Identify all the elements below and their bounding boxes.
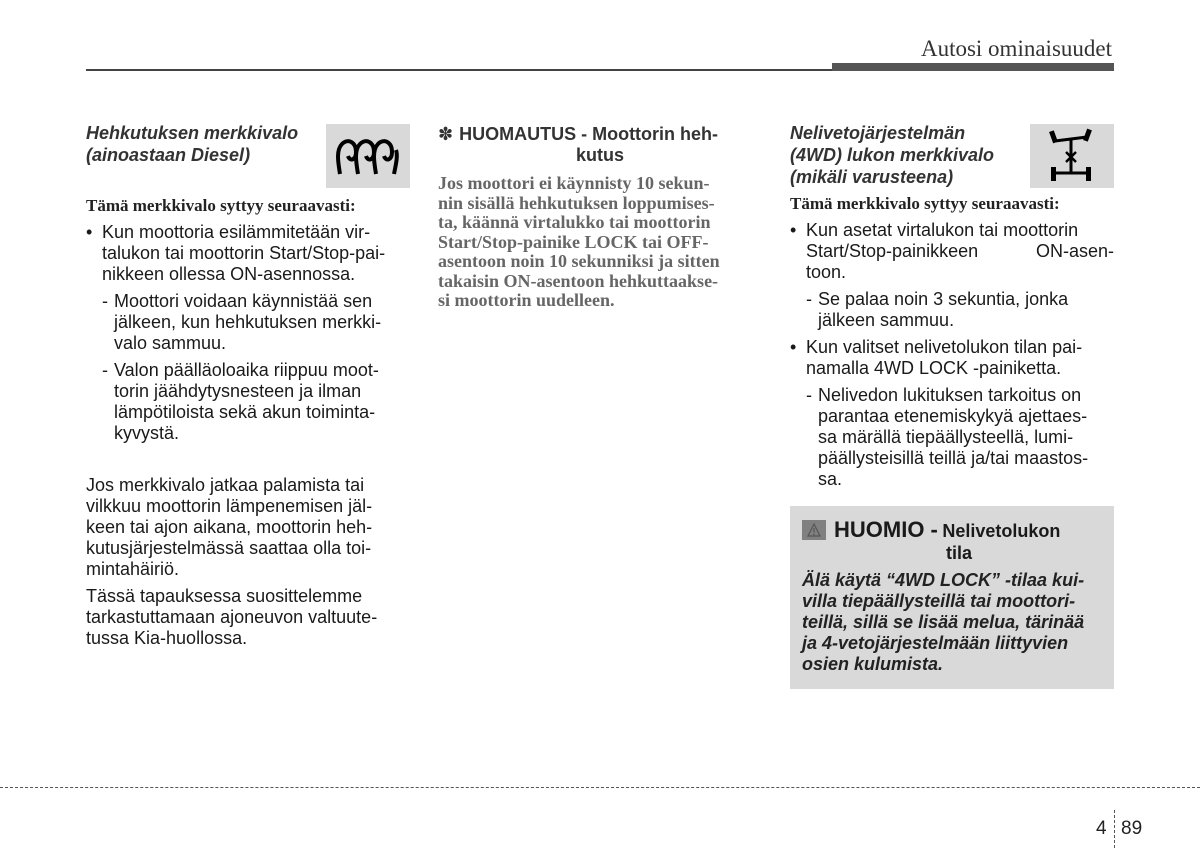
text-line: ja 4-vetojärjestelmään liittyvien (802, 633, 1069, 653)
text-line: lämpötiloista sekä akun toiminta- (114, 402, 376, 422)
note-title-text: HUOMAUTUS - Moottorin heh- (459, 124, 719, 144)
list-item (790, 220, 1114, 283)
intro-text: Tämä merkkivalo syttyy seuraavasti: (86, 196, 356, 215)
sub-item (86, 291, 410, 354)
glow-plug-icon (326, 124, 410, 188)
bullet-list (790, 220, 1114, 283)
list-item (790, 337, 1114, 379)
heading-line: (ainoastaan Diesel) (86, 145, 251, 165)
text-line: Älä käytä “4WD LOCK” -tilaa kui- (802, 570, 1085, 590)
intro-text: Tämä merkkivalo syttyy seuraavasti: (790, 194, 1060, 213)
text-line: teillä, sillä se lisää melua, tärinää (802, 612, 1085, 632)
sub-item (790, 289, 1114, 331)
text-line: nikkeen ollessa ON-asennossa. (102, 264, 356, 284)
text-line: päällysteisillä teillä ja/tai maastos- (818, 448, 1089, 468)
note-title-line (438, 124, 762, 145)
page-number: 89 (1121, 818, 1143, 839)
text-line: asentoon noin 10 sekunniksi ja sitten (438, 251, 720, 271)
text-line: Start/Stop-painikkeen ON-asen- (806, 241, 1114, 261)
chapter-number: 4 (1096, 818, 1107, 839)
section-heading (790, 122, 994, 188)
text-line: • Kun moottoria esilämmitetään vir- (102, 222, 371, 242)
bullet-list (86, 222, 410, 285)
4wd-lock-icon (1030, 124, 1114, 188)
header-rule-accent (832, 63, 1114, 71)
list-item (86, 222, 410, 285)
text-line: - Se palaa noin 3 sekuntia, jonka (818, 289, 1069, 309)
text-line: Start/Stop-painike LOCK tai OFF- (438, 231, 709, 252)
text-line: valo sammuu. (114, 333, 227, 353)
text-line: - Moottori voidaan käynnistää sen (114, 291, 373, 311)
bullet-list (790, 337, 1114, 379)
heading-line: Nelivetojärjestelmän (790, 123, 966, 143)
paragraph (86, 586, 410, 649)
text-line: ta, käännä virtalukko tai moottorin (438, 212, 711, 232)
note-title-line: kutus (575, 145, 624, 165)
footer-rule (0, 787, 1200, 788)
sub-item (86, 360, 410, 444)
text-line: kutusjärjestelmässä saattaa olla toi- (86, 538, 372, 558)
text-line: - Valon päälläoloaika riippuu moot- (114, 360, 379, 380)
warning-icon (802, 520, 826, 540)
heading-line: (mikäli varusteena) (790, 167, 954, 187)
text-line: jälkeen, kun hehkutuksen merkki- (114, 312, 382, 332)
note-symbol-icon: ✽ (438, 124, 454, 144)
caution-subtitle: tila (946, 543, 973, 563)
paragraph (86, 475, 410, 580)
page-header-title: Autosi ominaisuudet (920, 36, 1112, 61)
text-line: • Kun valitset nelivetolukon tilan pai- (806, 337, 1083, 357)
text-line: • Kun asetat virtalukon tai moottorin (806, 220, 1079, 240)
text-line: talukon tai moottorin Start/Stop-pai- (102, 243, 386, 263)
caution-heading (834, 518, 1102, 564)
text-line: si moottorin uudelleen. (438, 290, 615, 310)
text-line: parantaa etenemiskykyä ajettaes- (818, 406, 1088, 426)
caution-title (802, 518, 1102, 564)
text-line: toon. (806, 262, 847, 282)
text-line: Tässä tapauksessa suosittelemme (86, 586, 363, 606)
column-4wd-indicator (790, 122, 1114, 689)
caution-subtitle: Nelivetolukon (942, 521, 1061, 541)
column-glow-indicator (86, 122, 410, 649)
note-title (438, 124, 762, 166)
caution-box (790, 506, 1114, 689)
text-line: torin jäähdytysnesteen ja ilman (114, 381, 362, 401)
text-line: kyvystä. (114, 423, 180, 443)
text-line: tussa Kia-huollossa. (86, 628, 248, 648)
sub-item (790, 385, 1114, 490)
caution-label: HUOMIO - (834, 517, 938, 542)
text-line: sa. (818, 469, 843, 489)
page-separator (1114, 810, 1115, 848)
text-line: Jos merkkivalo jatkaa palamista tai (86, 475, 365, 495)
section-heading (86, 122, 298, 166)
heading-line: Hehkutuksen merkkivalo (86, 123, 299, 143)
text-line: keen tai ajon aikana, moottorin heh- (86, 517, 373, 537)
text-line: takaisin ON-asentoon hehkuttaakse- (438, 270, 719, 291)
text-line: tarkastuttamaan ajoneuvon valtuute- (86, 607, 378, 627)
text-line: mintahäiriö. (86, 559, 180, 579)
text-line: - Nelivedon lukituksen tarkoitus on (818, 385, 1082, 405)
header-rule (86, 69, 836, 71)
note-body (438, 174, 762, 311)
text-line: Jos moottori ei käynnisty 10 sekun- (438, 173, 710, 193)
text-line: villa tiepäällysteillä tai moottori- (802, 591, 1076, 611)
text-line: nin sisällä hehkutuksen loppumises- (438, 192, 715, 213)
text-line: sa märällä tiepäällysteellä, lumi- (818, 427, 1074, 447)
text-line: vilkkuu moottorin lämpenemisen jäl- (86, 496, 373, 516)
text-line: namalla 4WD LOCK -painiketta. (806, 358, 1062, 378)
text-line: osien kulumista. (802, 654, 944, 674)
column-note (438, 124, 762, 311)
caution-body (802, 570, 1102, 675)
text-line: jälkeen sammuu. (818, 310, 955, 330)
heading-line: (4WD) lukon merkkivalo (790, 145, 995, 165)
